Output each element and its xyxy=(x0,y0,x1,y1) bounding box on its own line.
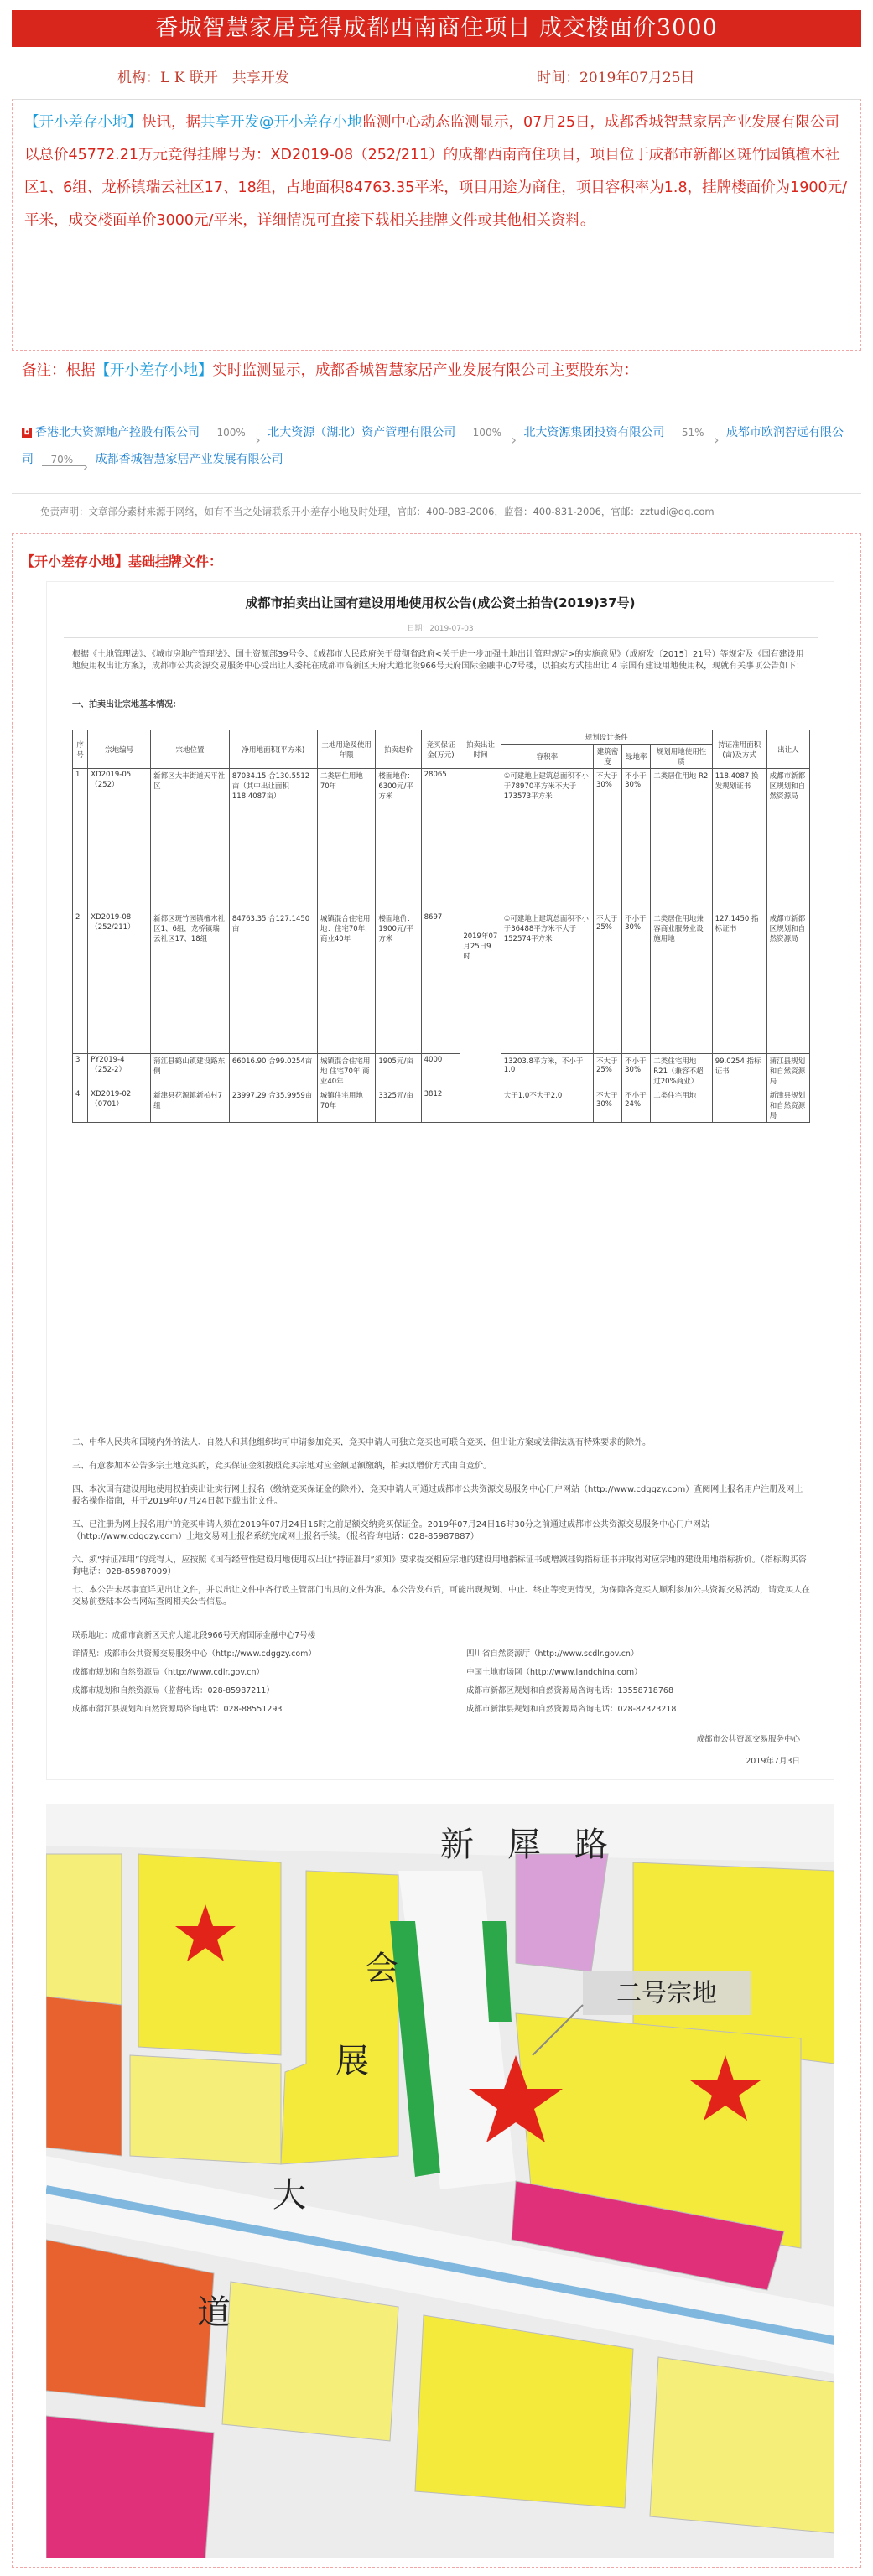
clause-4: 四、本次国有建设用地使用权拍卖出让实行网上报名（缴纳竞买保证金的除外），竞买申请人可通过成都市公共资源交易服务中心门户网站（http://www.cdggzy.com）查阅网上报名用户注册及网上报名操作指南，并于2019年07月24日起下载出让文件。 xyxy=(72,1485,803,1506)
th-planning: 规划设计条件 xyxy=(501,730,712,745)
shareholder-chain xyxy=(22,419,852,473)
contact-link[interactable]: 中国土地市场网（http://www.landchina.com） xyxy=(466,1668,642,1677)
table-cell xyxy=(712,1088,766,1123)
site-map xyxy=(46,1804,834,2558)
table-cell: 成都市新都区规划和自然资源局 xyxy=(766,911,809,1054)
map-parcel-label: 二号宗地 xyxy=(616,1979,717,2008)
table-cell: XD2019-05（252） xyxy=(88,769,151,911)
table-cell: 8697 xyxy=(421,911,460,1054)
divider xyxy=(12,493,861,494)
table-cell: 城镇住宅用地 70年 xyxy=(317,1088,376,1123)
table-cell: 不小于30% xyxy=(622,911,651,1054)
table-cell: ①可建地上建筑总面积不小于78970平方米不大于173573平方米 xyxy=(501,769,593,911)
th-quota: 持证准用面积(亩)及方式 xyxy=(712,730,766,769)
note-brand-link[interactable]: 【开小差存小地】 xyxy=(95,362,213,379)
table-cell: 二类住宅用地 R21（兼容不超过20%商业） xyxy=(651,1054,712,1088)
th-green: 绿地率 xyxy=(622,745,651,769)
publish-date: 时间：2019年07月25日 xyxy=(537,70,695,86)
table-cell: 新都区大丰街道天平社区 xyxy=(151,769,230,911)
auction-time-cell: 2019年07月25日9时 xyxy=(460,769,501,1123)
table-cell: 118.4087 换发规划证书 xyxy=(712,769,766,911)
contact-row xyxy=(72,1645,810,1664)
contact-link[interactable]: 成都市规划和自然资源局（监督电话：028-85987211） xyxy=(72,1686,274,1696)
table-cell: 28065 xyxy=(421,769,460,911)
announcement-title: 成都市拍卖出让国有建设用地使用权公告(成公资土拍告(2019)37号) xyxy=(245,595,636,610)
table-cell: 127.1450 指标证书 xyxy=(712,911,766,1054)
th-index: 序号 xyxy=(73,730,88,769)
table-row xyxy=(73,1054,810,1088)
document-heading: 【开小差存小地】基础挂牌文件： xyxy=(21,553,223,569)
th-grantor: 出让人 xyxy=(766,730,809,769)
contact-row xyxy=(72,1664,810,1682)
org-label: 机构：L K 联开 共享开发 xyxy=(117,70,289,86)
clause-2: 二、中华人民共和国境内外的法人、自然人和其他组织均可申请参加竞买，竞买申请人可独立竞买也可联合竞买，但出让方案或法律法规有特殊要求的除外。 xyxy=(72,1438,651,1447)
ownership-arrow-2: 100% › xyxy=(465,427,515,439)
table-cell: 二类居住用地 R2 xyxy=(651,769,712,911)
contact-link[interactable]: 成都市规划和自然资源局（http://www.cdlr.gov.cn） xyxy=(72,1668,264,1677)
th-use: 土地用途及使用年限 xyxy=(317,730,376,769)
contact-link[interactable]: 详情见：成都市公共资源交易服务中心（http://www.cdggzy.com） xyxy=(72,1649,316,1659)
news-part-body: 监测中心动态监测显示，07月25日，成都香城智慧家居产业发展有限公司以总价45772.21万元竞得挂牌号为：XD2019-08（252/211）的成都西南商住项目，项目位于成都市新都区斑竹园镇檀木社区1、6组、龙桥镇瑞云社区17、18组，占地面积84763.35平米，项目用途为商住，项目容积率为1.8，挂牌楼面价为1900元/平米，成交楼面单价3000元/平米，详细情况可直接下载相关挂牌文件或其他相关资料。 xyxy=(24,114,848,229)
table-cell: 二类居住用地 70年 xyxy=(317,769,376,911)
company-link-1[interactable]: 香港北大资源地产控股有限公司 xyxy=(35,426,200,439)
th-code: 宗地编号 xyxy=(88,730,151,769)
contact-link[interactable]: 四川省自然资源厅（http://www.scdlr.gov.cn） xyxy=(466,1649,639,1659)
th-far: 容积率 xyxy=(501,745,593,769)
site-map-svg xyxy=(46,1804,834,2558)
contact-row xyxy=(72,1701,810,1719)
table-cell: 不大于25% xyxy=(593,911,621,1054)
table-cell: 3812 xyxy=(421,1088,460,1123)
news-box xyxy=(12,99,861,351)
table-cell: 蒲江县鹤山镇建设路东侧 xyxy=(151,1054,230,1088)
parcel-table-body xyxy=(73,769,810,1123)
table-cell: 楼面地价：1900元/平方米 xyxy=(376,911,421,1054)
table-cell: 66016.90 合99.0254亩 xyxy=(229,1054,317,1088)
table-cell: 不小于30% xyxy=(622,1054,651,1088)
clause-7: 七、本公告未尽事宜详见出让文件，并以出让文件中各行政主管部门出具的文件为准。本公告发布后，可能出现规划、中止、终止等变更情况，为保障各竞买人顺利参加公共资源交易活动，请竞买人在交易前登陆本公告网站查阅相关公告信息。 xyxy=(72,1586,810,1607)
announcement-intro: 根据《土地管理法》、《城市房地产管理法》、国土资源部39号令、《成都市人民政府关于贯彻省政府<关于进一步加强土地出让管理规定>的实施意见》（成府发〔2015〕21号）等规定及《国有建设用地使用权出让方案》，成都市公共资源交易服务中心受出让人委托在成都市高新区天府大道北段966号天府国际金融中心7号楼，以拍卖方式挂出让 4 宗国有建设用地使用权，现就有关事项公告如下： xyxy=(72,650,805,671)
parcel-table xyxy=(72,730,810,1123)
clause-3: 三、有意参加本公告多宗土地竞买的，竞买保证金须按照竞买宗地对应金额足额缴纳，拍卖以增价方式由自竞价。 xyxy=(72,1462,491,1471)
note-prefix: 备注：根据 xyxy=(22,362,96,379)
table-cell: 99.0254 指标证书 xyxy=(712,1054,766,1088)
table-cell: 新津县花源镇新柏村7组 xyxy=(151,1088,230,1123)
table-cell: 4 xyxy=(73,1088,88,1123)
table-cell: 13203.8平方米，不小于1.0 xyxy=(501,1054,593,1088)
company-link-3[interactable]: 北大资源集团投资有限公司 xyxy=(523,426,665,439)
table-cell: 84763.35 合127.1450亩 xyxy=(229,911,317,1054)
company-link-5[interactable]: 成都香城智慧家居产业发展有限公司 xyxy=(95,453,283,466)
company-link-2[interactable]: 北大资源（湖北）资产管理有限公司 xyxy=(268,426,456,439)
table-cell: 23997.29 合35.9959亩 xyxy=(229,1088,317,1123)
company-icon: ◘ xyxy=(22,428,32,438)
table-cell: 4000 xyxy=(421,1054,460,1088)
map-road-char-1: 会 xyxy=(365,1950,398,1988)
table-cell: ①可建地上建筑总面积不小于36488平方米不大于152574平方米 xyxy=(501,911,593,1054)
note-suffix: 实时监测显示，成都香城智慧家居产业发展有限公司主要股东为： xyxy=(212,362,638,379)
table-cell: 3 xyxy=(73,1054,88,1088)
th-start-price: 拍卖起价 xyxy=(376,730,421,769)
table-cell: 二类居住用地兼容商业服务业设施用地 xyxy=(651,911,712,1054)
news-paragraph xyxy=(24,106,849,237)
table-header-row xyxy=(73,730,810,745)
table-cell: XD2019-02（0701） xyxy=(88,1088,151,1123)
table-cell: XD2019-08（252/211） xyxy=(88,911,151,1054)
contact-block xyxy=(72,1627,810,1719)
table-row xyxy=(73,769,810,911)
table-cell: 不大于25% xyxy=(593,1054,621,1088)
table-cell: PY2019-4（252-2） xyxy=(88,1054,151,1088)
table-cell: 1905元/亩 xyxy=(376,1054,421,1088)
disclaimer: 免责声明：文章部分素材来源于网络，如有不当之处请联系开小差存小地及时处理，官邮：400-083-2006，监督：400-831-2006，官邮：zztudi@qq.com xyxy=(40,506,715,517)
announcement-section-1: 一、拍卖出让宗地基本情况： xyxy=(72,700,181,709)
map-road-name-1: 新 犀 路 xyxy=(440,1826,608,1864)
table-cell: 3325元/亩 xyxy=(376,1088,421,1123)
th-deposit: 竞买保证金(万元) xyxy=(421,730,460,769)
table-cell: 87034.15 合130.5512亩（其中出让面积118.4087亩） xyxy=(229,769,317,911)
shareholder-note xyxy=(22,359,638,380)
table-cell: 新都区斑竹园镇檀木社区1、6组，龙桥镇瑞云社区17、18组 xyxy=(151,911,230,1054)
th-area: 净用地面积(平方米) xyxy=(229,730,317,769)
contact-link[interactable]: 成都市新津县规划和自然资源局咨询电话：028-82323218 xyxy=(466,1705,677,1714)
ownership-arrow-1: 100% › xyxy=(208,427,258,439)
table-cell: 不大于30% xyxy=(593,1088,621,1123)
table-cell: 成都市新都区规划和自然资源局 xyxy=(766,769,809,911)
table-cell: 不小于30% xyxy=(622,769,651,911)
issue-date: 2019年7月3日 xyxy=(746,1757,800,1766)
map-road-char-3: 大 xyxy=(273,2176,306,2215)
news-part-source-link[interactable]: 共享开发@开小差存小地 xyxy=(200,114,362,131)
th-location: 宗地位置 xyxy=(151,730,230,769)
ownership-arrow-4: 70% › xyxy=(42,454,86,466)
contact-rows xyxy=(72,1645,810,1719)
page-banner: 香城智慧家居竞得成都西南商住项目 成交楼面价3000 xyxy=(12,10,861,47)
contact-link[interactable]: 成都市蒲江县规划和自然资源局咨询电话：028-88551293 xyxy=(72,1705,283,1714)
table-cell: 大于1.0不大于2.0 xyxy=(501,1088,593,1123)
clause-6: 六、须“持证准用”的竞得人，应按照《国有经营性建设用地使用权出让“持证准用”须知》要求提交相应宗地的建设用地指标证书或增减挂钩指标证书并取得对应宗地的建设用地指标折价。（指标购买咨询电话：028-85987009） xyxy=(72,1555,807,1576)
announcement-date: 日期：2019-07-03 xyxy=(407,625,474,633)
listing-document-box xyxy=(12,533,861,2568)
table-cell: 1 xyxy=(73,769,88,911)
clause-5: 五、已注册为网上报名用户的竞买申请人须在2019年07月24日16时之前足额交纳竞买保证金。2019年07月24日16时30分之前通过成都市公共资源交易服务中心门户网站（http://www.cdggzy.com）土地交易网上报名系统完成网上报名手续。（报名咨询电话：028-85987887） xyxy=(72,1520,709,1541)
announcement-image xyxy=(46,581,834,1780)
contact-address: 联系地址：成都市高新区天府大道北段966号天府国际金融中心7号楼 xyxy=(72,1631,316,1640)
issuer-name: 成都市公共资源交易服务中心 xyxy=(696,1735,800,1744)
contact-link[interactable]: 成都市新都区规划和自然资源局咨询电话：13558718768 xyxy=(466,1686,673,1696)
contact-row xyxy=(72,1682,810,1701)
th-zoning: 规划用地使用性质 xyxy=(651,745,712,769)
th-auction-time: 拍卖出让时间 xyxy=(460,730,501,769)
news-part-brand[interactable]: 【开小差存小地】 xyxy=(24,114,142,131)
company-link-4[interactable]: 成都市欧润智远有限公司 xyxy=(22,426,844,466)
ownership-arrow-3: 51% › xyxy=(673,427,718,439)
th-density: 建筑密度 xyxy=(593,745,621,769)
table-row xyxy=(73,911,810,1054)
table-cell: 城镇混合住宅用地：住宅70年，商业40年 xyxy=(317,911,376,1054)
table-cell: 不大于30% xyxy=(593,769,621,911)
announcement-divider xyxy=(64,637,818,638)
table-cell: 二类住宅用地 xyxy=(651,1088,712,1123)
table-cell: 楼面地价：6300元/平方米 xyxy=(376,769,421,911)
table-cell: 不小于24% xyxy=(622,1088,651,1123)
table-cell: 城镇混合住宅用地 住宅70年 商业40年 xyxy=(317,1054,376,1088)
table-cell: 新津县规划和自然资源局 xyxy=(766,1088,809,1123)
table-cell: 2 xyxy=(73,911,88,1054)
map-road-char-2: 展 xyxy=(335,2042,369,2080)
table-cell: 蒲江县规划和自然资源局 xyxy=(766,1054,809,1088)
map-road-char-4: 道 xyxy=(197,2293,231,2332)
news-part-intro: 快讯，据 xyxy=(142,114,200,131)
table-row xyxy=(73,1088,810,1123)
